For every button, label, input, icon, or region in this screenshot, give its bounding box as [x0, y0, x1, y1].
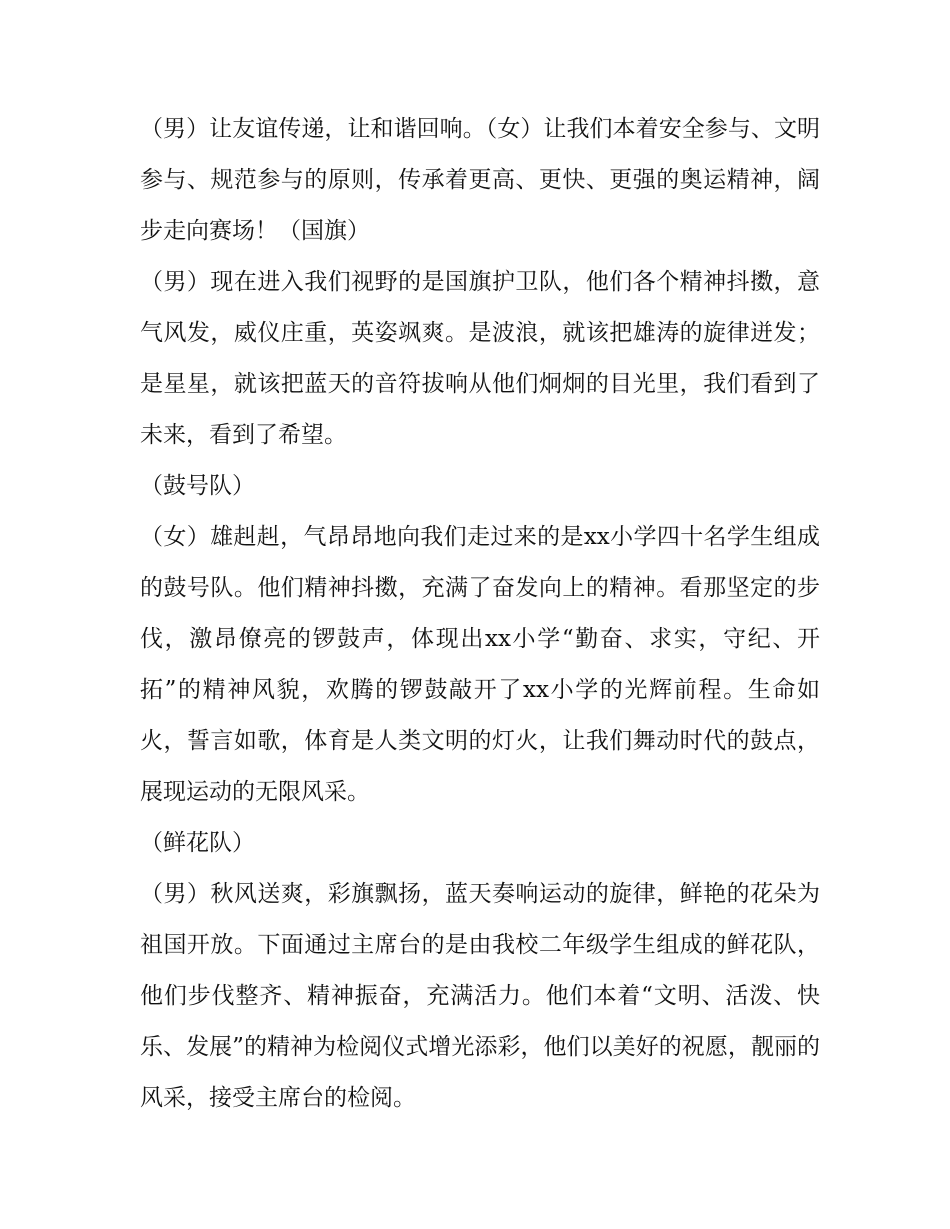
paragraph-drum-band: （女）雄赳赳，气昂昂地向我们走过来的是xx小学四十名学生组成的鼓号队。他们精神抖擞，充满了奋发向上的精神。看那坚定的步伐，激昂僚亮的锣鼓声，体现出xx小学“勤奋、求实，守纪、开拓”的精神风貌，欢腾的锣鼓敲开了xx小学的光辉前程。生命如火，誓言如歌，体育是人类文明的灯火，让我们舞动时代的鼓点，展现运动的无限风采。: [140, 524, 820, 805]
heading-flower-team: （鲜花队）: [140, 830, 255, 856]
paragraph-flag-guard: （男）现在进入我们视野的是国旗护卫队，他们各个精神抖擞，意气风发，威仪庄重，英姿飒爽。是波浪，就该把雄涛的旋律迸发；是星星，就该把蓝天的音符拔响从他们炯炯的目光里，我们看到了未来，看到了希望。: [140, 269, 820, 448]
paragraph-flower-team: （男）秋风送爽，彩旗飘扬，蓝天奏响运动的旋律，鲜艳的花朵为祖国开放。下面通过主席台的是由我校二年级学生组成的鲜花队，他们步伐整齐、精神振奋，充满活力。他们本着“文明、活泼、快乐、发展”的精神为检阅仪式增光添彩，他们以美好的祝愿，靓丽的风采，接受主席台的检阅。: [140, 881, 820, 1111]
heading-drum-band: （鼓号队）: [140, 473, 255, 499]
document-body: [140, 104, 820, 1124]
paragraph-flag-intro: （男）让友谊传递，让和谐回响。（女）让我们本着安全参与、文明参与、规范参与的原则，传承着更高、更快、更强的奥运精神，阔步走向赛场！（国旗）: [140, 116, 820, 244]
